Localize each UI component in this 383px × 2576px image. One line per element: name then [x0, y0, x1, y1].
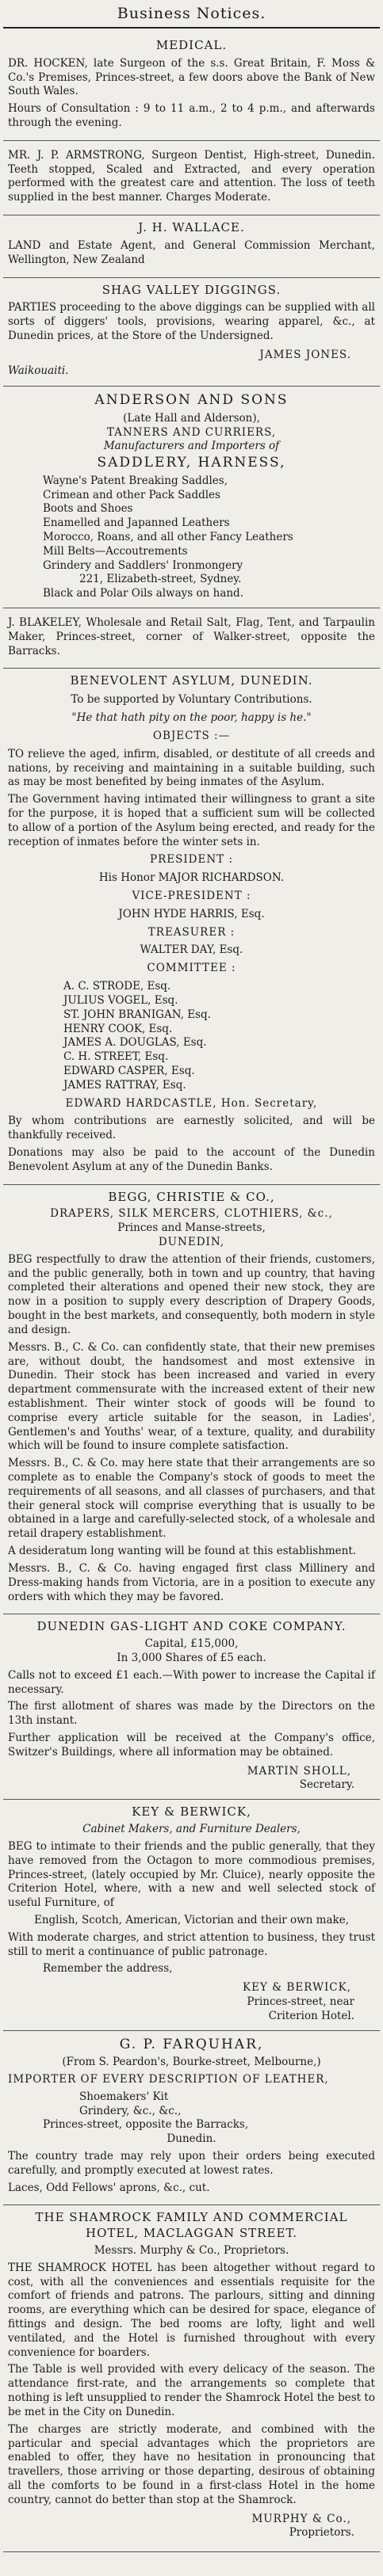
ad-gas-calls: Calls not to exceed £1 each.—With power to increase the Capital if necessary.: [8, 1668, 375, 1696]
ad-anderson-line: Morocco, Roans, and all other Fancy Leathers: [43, 530, 293, 543]
ad-blakeley-body: J. BLAKELEY, Wholesale and Retail Salt, Flag, Tent, and Tarpaulin Maker, Princes-street, corner of Walker-street, opposite the Barracks.: [8, 616, 375, 657]
ad-anderson-title: ANDERSON AND SONS: [94, 392, 289, 409]
ad-asylum-government: The Government having intimated their willingness to grant a site for the purpose, it is hoped that a sufficient sum will be collected to allow of a portion of the Asylum being erected, and ready for the reception of inmates before the winter sets in.: [8, 793, 375, 848]
ad-gas-role: Secretary.: [299, 1778, 354, 1792]
committee-member: A. C. STRODE, Esq.: [63, 980, 171, 993]
ad-anderson-line: 221, Elizabeth-street, Sydney.: [79, 573, 242, 586]
ad-shamrock-signer: MURPHY & Co.,: [251, 2512, 351, 2525]
ad-begg-p2: Messrs. B., C. & Co. can confidently state, that their new premises are, without doubt, the handsomest and most extensive in Dunedin. Their stock has been increased and varied in every department commensurate with the increased extent of their new establishment. Their winter stock of goods will be found to comprise every article suitable for the season, in Ladies', Gentlemen's and Youths' wear, of a texture, quality, and durability which will be found to insure complete satisfaction.: [8, 1340, 375, 1453]
ad-asylum-secretary: EDWARD HARDCASTLE, Hon. Secretary,: [65, 1096, 318, 1110]
ad-anderson-line: TANNERS AND CURRIERS,: [106, 425, 277, 439]
ad-shamrock-role: Proprietors.: [289, 2526, 354, 2540]
ad-asylum-motto: "He that hath pity on the poor, happy is he.": [71, 711, 312, 725]
ad-gas-allotment: The first allotment of shares was made by the Directors on the 13th instant.: [8, 1700, 375, 1728]
ad-shag-body: PARTIES proceeding to the above diggings can be supplied with all sorts of diggers' tools, provisions, wearing apparel, &c., at Dunedin prices, at the Store of the Undersigned.: [8, 301, 375, 342]
ad-asylum-support: To be supported by Voluntary Contributions.: [71, 693, 312, 707]
ad-gas-title: DUNEDIN GAS-LIGHT AND COKE COMPANY.: [36, 1619, 347, 1634]
ad-asylum-objects: TO relieve the aged, infirm, disabled, or destitute of all creeds and nations, by receiving and maintaining in a suitable building, such as may be most benefited by being inmates of the Asylum.: [8, 747, 375, 789]
ad-key-signer: KEY & BERWICK,: [242, 1981, 351, 1995]
ad-begg-p5: Messrs. B., C. & Co. having engaged first class Millinery and Dress-making hands from Victoria, are in a position to execute any orders with which they may be favored.: [8, 1561, 375, 1603]
ad-asylum-committee-heading: COMMITTEE :: [147, 962, 236, 975]
committee-member: JAMES RATTRAY, Esq.: [63, 1078, 186, 1092]
ad-blakeley: [3, 608, 380, 669]
ad-shag-signer: JAMES JONES.: [259, 348, 351, 361]
committee-member: EDWARD CASPER, Esq.: [63, 1064, 195, 1077]
ad-shag-place: Waikouaiti.: [8, 364, 69, 377]
ad-farquhar-line: Princes-street, opposite the Barracks,: [43, 2118, 249, 2132]
ad-anderson-line: Mill Belts—Accoutrements: [43, 544, 188, 558]
committee-member: HENRY COOK, Esq.: [63, 1022, 173, 1035]
ad-begg-christie: [3, 1185, 380, 1615]
ad-farquhar-line: Dunedin.: [167, 2132, 216, 2146]
ad-anderson: [3, 387, 380, 608]
ad-farquhar-line: Grindery, &c., &c.,: [79, 2104, 182, 2117]
ad-key-p1: BEG to intimate to their friends and the public generally, that they have removed from the Octagon to more commodious premises, Princes-street, (lately occupied by Mr. Cluice), nearly opposite the Criterion Hotel, where, with a new and well selected stock of useful Furniture, of: [8, 1839, 375, 1910]
committee-member: JULIUS VOGEL, Esq.: [63, 993, 178, 1007]
ad-anderson-line: SADDLERY, HARNESS,: [97, 455, 286, 471]
ad-asylum-vice-heading: VICE-PRESIDENT :: [132, 890, 251, 902]
ad-hocken: [3, 33, 380, 141]
ad-anderson-line: Wayne's Patent Breaking Saddles,: [43, 474, 228, 487]
ad-key-addr1: Princes-street, near: [247, 1995, 354, 2009]
ad-begg-title: BEGG, CHRISTIE & CO.,: [108, 1189, 275, 1204]
ad-farquhar-from: (From S. Peardon's, Bourke-street, Melbourne,): [62, 2056, 321, 2069]
ad-farquhar-title: G. P. FARQUHAR,: [119, 2036, 264, 2052]
ad-begg-sub: DRAPERS, SILK MERCERS, CLOTHIERS, &c.,: [50, 1207, 333, 1221]
ad-asylum-objects-heading: OBJECTS :—: [152, 729, 231, 742]
ad-anderson-line: Crimean and other Pack Saddles: [43, 488, 220, 501]
ad-asylum-president: His Honor MAJOR RICHARDSON.: [98, 871, 285, 885]
ad-gas-shares: In 3,000 Shares of £5 each.: [117, 1651, 266, 1664]
ad-begg-address: Princes and Manse-streets,: [117, 1221, 266, 1235]
ad-begg-town: DUNEDIN,: [158, 1236, 225, 1249]
ad-asylum-vice: JOHN HYDE HARRIS, Esq.: [118, 907, 265, 920]
committee-member: ST. JOHN BRANIGAN, Esq.: [63, 1008, 211, 1021]
ad-hocken-title: MEDICAL.: [155, 38, 228, 52]
ad-key-remember: Remember the address,: [43, 1962, 173, 1976]
ad-anderson-line: Boots and Shoes: [43, 502, 133, 516]
ad-shag-title: SHAG VALLEY DIGGINGS.: [101, 282, 282, 297]
ad-hocken-body: DR. HOCKEN, late Surgeon of the s.s. Great Britain, F. Moss & Co.'s Premises, Princes-street, a few doors above the Bank of New South Wales.: [8, 56, 375, 98]
ad-armstrong-body: MR. J. P. ARMSTRONG, Surgeon Dentist, High-street, Dunedin. Teeth stopped, Scaled and Extracted, and every operation performed with the greatest care and attention. The loss of teeth supplied in the best manner. Charges Moderate.: [8, 148, 375, 204]
ad-farquhar-importer: IMPORTER OF EVERY DESCRIPTION OF LEATHER,: [8, 2072, 329, 2086]
ad-key-addr2: Criterion Hotel.: [268, 2009, 354, 2022]
ad-armstrong: [3, 141, 380, 215]
ad-asylum-treasurer: WALTER DAY, Esq.: [140, 943, 243, 957]
ad-shamrock-props: Messrs. Murphy & Co., Proprietors.: [94, 2243, 289, 2257]
ad-shamrock-p2: The Table is well provided with every delicacy of the season. The attendance first-rate, and the arrangements so complete that nothing is left unsupplied to render the Shamrock Hotel the best to be met in the City on Dunedin.: [8, 2363, 375, 2418]
ad-key-p3: With moderate charges, and strict attention to business, they trust still to merit a continuance of public patronage.: [8, 1930, 375, 1958]
ad-shag-valley: [3, 278, 380, 387]
ad-wallace-name: J. H. WALLACE.: [138, 220, 245, 235]
ad-asylum-president-heading: PRESIDENT :: [149, 853, 234, 867]
ad-key-sub: Cabinet Makers, and Furniture Dealers,: [82, 1823, 301, 1836]
ad-anderson-line: Black and Polar Oils always on hand.: [43, 587, 243, 600]
ad-shamrock-p1: THE SHAMROCK HOTEL has been altogether without regard to cost, with all the conveniences and essentials requisite for the comfort of friends and patrons. The parlours, sitting and dinning rooms, are everything which can be desired for space, elegance of fittings and design. The bed rooms are lofty, light and well ventilated, and the Hotel is furnished throughout with every convenience for boarders.: [8, 2261, 375, 2359]
ad-shamrock-title: THE SHAMROCK FAMILY AND COMMERCIAL HOTEL, MACLAGGAN STREET.: [35, 2210, 348, 2241]
ad-key-p2: English, Scotch, American, Victorian and their own make,: [33, 1913, 349, 1926]
ad-wallace-body: LAND and Estate Agent, and General Commission Merchant, Wellington, New Zealand: [8, 238, 375, 266]
ad-begg-p1: BEG respectfully to draw the attention of their friends, customers, and the public generally, both in town and up country, that having completed their alterations and opened their new stock, they are now in a position to supply every description of Drapery Goods, bought in the best markets, and consequently, both modern in style and design.: [8, 1252, 375, 1336]
ad-anderson-line: Grindery and Saddlers' Ironmongery: [43, 558, 243, 572]
ad-anderson-line: Enamelled and Japanned Leathers: [43, 516, 230, 530]
ad-shamrock-p3: The charges are strictly moderate, and combined with the particular and special advantages which the proprietors are enabled to offer, they have no hesitation in pronouncing that travellers, those arriving or those departing, desirous of obtaining all the comforts to be found in a first-class Hotel in the home country, cannot do better than stop at the Shamrock.: [8, 2422, 375, 2506]
ad-gas-application: Further application will be received at the Company's office, Switzer's Buildings, where all information may be obtained.: [8, 1732, 375, 1759]
ad-key-berwick: [3, 1800, 380, 2030]
ad-asylum-contributions: By whom contributions are earnestly solicited, and will be thankfully received.: [8, 1115, 375, 1142]
ad-benevolent-asylum: [3, 669, 380, 1184]
ad-hocken-hours: Hours of Consultation : 9 to 11 a.m., 2 to 4 p.m., and afterwards through the evening.: [8, 102, 375, 130]
ad-asylum-committee-list: [8, 980, 375, 1093]
ad-begg-p4: A desideratum long wanting will be found at this establishment.: [8, 1545, 357, 1558]
ad-key-title: KEY & BERWICK,: [132, 1804, 251, 1820]
ad-asylum-treasurer-heading: TREASURER :: [147, 925, 236, 939]
ad-asylum-title: BENEVOLENT ASYLUM, DUNEDIN.: [70, 673, 313, 688]
ad-anderson-line: Manufacturers and Importers of: [103, 440, 280, 453]
masthead: Business Notices.: [3, 3, 380, 29]
ad-gas-signer: MARTIN SHOLL,: [247, 1764, 351, 1778]
ad-farquhar-trade: The country trade may rely upon their orders being executed carefully, and promptly executed at lowest rates.: [8, 2149, 375, 2177]
committee-member: C. H. STREET, Esq.: [63, 1050, 169, 1064]
ad-wallace: [3, 215, 380, 277]
ad-shamrock-hotel: [3, 2205, 380, 2552]
ad-gas-capital: Capital, £15,000,: [144, 1637, 239, 1651]
ad-begg-p3: Messrs. B., C. & Co. may here state that their arrangements are so complete as to enable the Company's stock of goods to meet the requirements of all seasons, and all classes of purchasers, and that their general stock will comprise everything that is usually to be obtained in a large and carefully-selected stock, of a wholesale and retail drapery establishment.: [8, 1457, 375, 1541]
ad-anderson-line: (Late Hall and Alderson),: [123, 411, 260, 425]
ad-farquhar: [3, 2031, 380, 2206]
ad-farquhar-laces: Laces, Odd Fellows' aprons, &c., cut.: [8, 2181, 210, 2194]
ad-asylum-donations: Donations may also be paid to the account of the Dunedin Benevolent Asylum at any of the Dunedin Banks.: [8, 1146, 375, 1173]
ad-gas-company: [3, 1614, 380, 1800]
committee-member: JAMES A. DOUGLAS, Esq.: [63, 1036, 207, 1050]
ad-farquhar-line: Shoemakers' Kit: [79, 2090, 169, 2103]
